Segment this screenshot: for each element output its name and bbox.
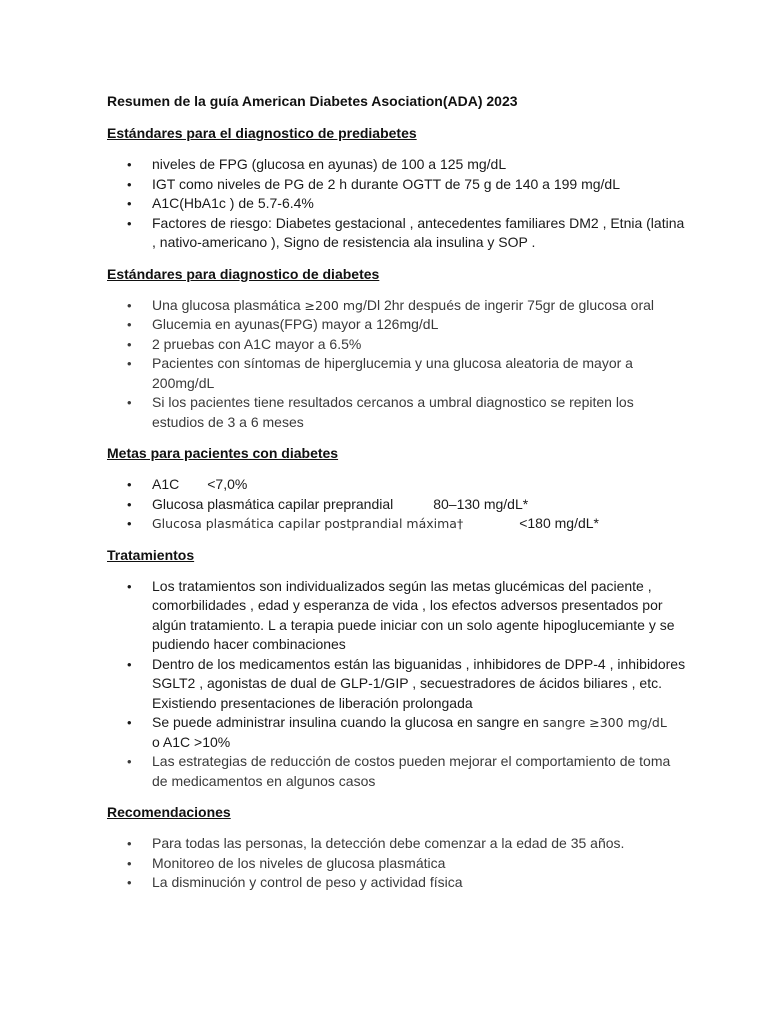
goal-item-postprandial: [107, 514, 687, 534]
diabetes-item-plasma-glucose-pre: Una glucosa plasmática: [152, 296, 305, 313]
treatment-item-medications: • Dentro de los medicamentos están las biguanidas , inhibidores de DPP-4 , inhibidores SGLT2 , agonistas de dual de GLP-1/GIP , secuestradores de ácidos biliares , etc. Existiendo presentaciones de liberación prolongada: [107, 655, 687, 714]
document-title: Resumen de la guía American Diabetes Asociation(ADA) 2023: [107, 93, 518, 109]
diabetes-heading: Estándares para diagnostico de diabetes: [107, 265, 380, 282]
goal-preprandial-value: 80–130 mg/dL*: [433, 495, 529, 512]
goals-heading: Metas para pacientes con diabetes: [107, 445, 339, 461]
treatment-item-insulin: [107, 713, 687, 752]
diabetes-item-plasma-glucose-threshold: ≥200 mg: [304, 297, 363, 313]
prediabetes-item-a1c: • A1C(HbA1c ) de 5.7-6.4%: [107, 194, 687, 214]
recommendation-item-screening-age: • Para todas las personas, la detección debe comenzar a la edad de 35 años.: [107, 834, 687, 854]
diabetes-list: [107, 296, 687, 433]
goals-list: [107, 475, 687, 534]
diabetes-item-repeat-tests: • Si los pacientes tiene resultados cercanos a umbral diagnostico se repiten los estudios de 3 a 6 meses: [107, 393, 687, 432]
diabetes-item-plasma-glucose-post: /Dl 2hr después de ingerir 75gr de glucosa oral: [362, 296, 655, 313]
document-page: [107, 92, 687, 905]
goal-item-preprandial: [107, 495, 687, 515]
treatment-insulin-threshold: sangre ≥300 mg/dL: [542, 715, 667, 730]
diabetes-item-a1c-tests: • 2 pruebas con A1C mayor a 6.5%: [107, 335, 687, 355]
goal-item-a1c: [107, 475, 687, 495]
recommendations-heading: Recomendaciones: [107, 804, 231, 820]
prediabetes-item-risk-factors: • Factores de riesgo: Diabetes gestacional , antecedentes familiares DM2 , Etnia (latina , nativo-americano ), Signo de resistencia ala insulina y SOP .: [107, 214, 687, 253]
goal-postprandial-value: <180 mg/dL*: [519, 515, 599, 531]
goal-preprandial-label: Glucosa plasmática capilar preprandial: [152, 495, 394, 512]
prediabetes-heading: Estándares para el diagnostico de prediabetes: [107, 125, 417, 141]
prediabetes-list: [107, 155, 687, 253]
recommendation-item-monitoring: • Monitoreo de los niveles de glucosa plasmática: [107, 854, 687, 874]
treatment-insulin-pre: Se puede administrar insulina cuando la glucosa en sangre en: [152, 714, 543, 730]
treatments-heading: Tratamientos: [107, 546, 195, 563]
treatment-item-cost-strategies: • Las estrategias de reducción de costos pueden mejorar el comportamiento de toma de medicamentos en algunos casos: [107, 752, 687, 791]
treatment-insulin-post: o A1C >10%: [152, 733, 231, 750]
prediabetes-item-igt: • IGT como niveles de PG de 2 h durante OGTT de 75 g de 140 a 199 mg/dL: [107, 175, 687, 195]
diabetes-item-plasma-glucose: [107, 296, 687, 316]
goal-postprandial-label: Glucosa plasmática capilar postprandial máxima†: [152, 516, 464, 531]
prediabetes-item-fpg: • niveles de FPG (glucosa en ayunas) de 100 a 125 mg/dL: [107, 155, 687, 175]
recommendations-list: [107, 834, 687, 893]
goal-a1c-label: A1C: [152, 476, 180, 492]
goal-a1c-value: <7,0%: [207, 476, 248, 492]
recommendation-item-weight-control: • La disminución y control de peso y actividad física: [107, 873, 687, 893]
treatment-item-individualized: • Los tratamientos son individualizados según las metas glucémicas del paciente , comorbilidades , edad y esperanza de vida , los efectos adversos presentados por algún tratamiento. L a terapia puede iniciar con un solo agente hipoglucemiante y se pudiendo hacer combinaciones: [107, 577, 687, 655]
diabetes-item-fpg: • Glucemia en ayunas(FPG) mayor a 126mg/dL: [107, 315, 687, 335]
treatments-list: [107, 577, 687, 792]
diabetes-item-hyperglycemia: • Pacientes con síntomas de hiperglucemia y una glucosa aleatoria de mayor a 200mg/dL: [107, 354, 687, 393]
